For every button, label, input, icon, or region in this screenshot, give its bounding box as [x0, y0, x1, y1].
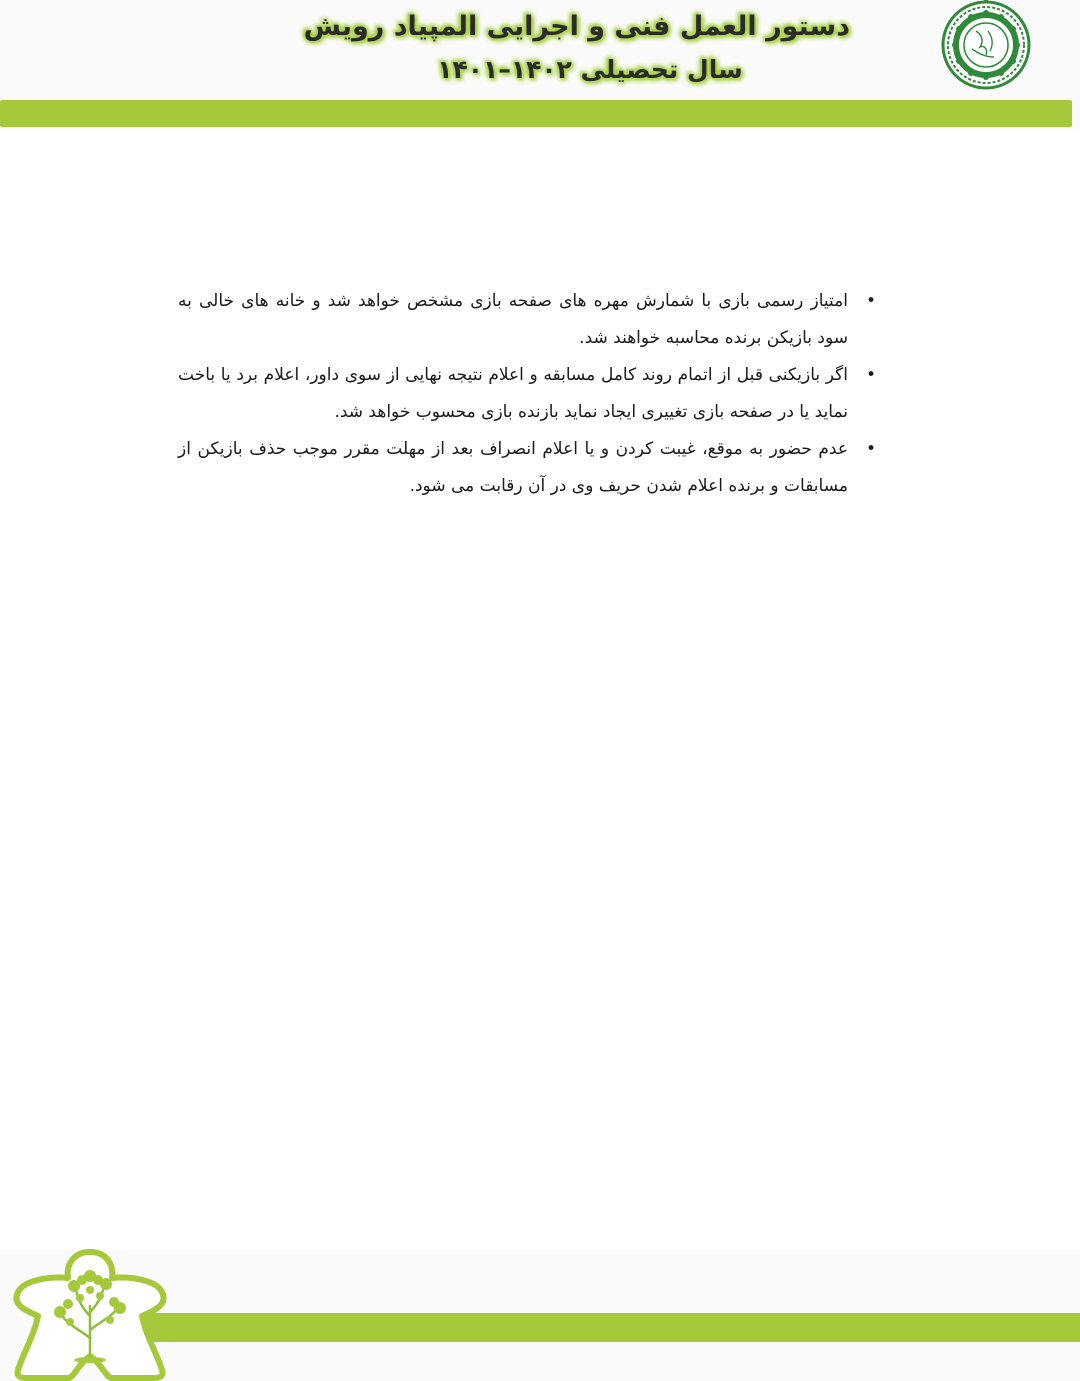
list-item [178, 357, 878, 431]
bullet-dot-icon: • [865, 439, 876, 459]
header-title [303, 6, 850, 96]
organization-emblem-icon [920, 0, 1052, 94]
list-item [178, 283, 878, 357]
rules-section [178, 283, 878, 505]
rules-list [178, 283, 878, 505]
list-item [178, 431, 878, 505]
header-green-band [0, 100, 1072, 127]
bullet-dot-icon: • [865, 365, 876, 385]
header-title-main: دستور العمل فنی و اجرایی المپیاد رویش [303, 11, 850, 42]
footer-green-band [120, 1313, 1080, 1342]
list-item-text: اگر بازیکنی قبل از اتمام روند کامل مسابقه و اعلام نتیجه نهایی از سوی داور، اعلام برد یا باخت نماید یا در صفحه بازی تغییری ایجاد نماید بازنده بازی محسوب خواهد شد. [178, 365, 848, 422]
header-title-year: سال تحصیلی ۱۴۰۲–۱۴۰۱ [437, 55, 743, 84]
list-item-text: عدم حضور به موقع، غیبت کردن و یا اعلام انصراف بعد از مهلت مقرر موجب حذف بازیکن از مسابقات و برنده اعلام شدن حریف وی در آن رقابت می شود. [178, 439, 848, 496]
meeple-tree-logo-icon [10, 1246, 170, 1381]
page-header [0, 0, 1080, 130]
list-item-text: امتیاز رسمی بازی با شمارش مهره های صفحه بازی مشخص خواهد شد و خانه های خالی به سود بازیکن برنده محاسبه خواهند شد. [178, 291, 848, 348]
bullet-dot-icon: • [865, 291, 876, 311]
